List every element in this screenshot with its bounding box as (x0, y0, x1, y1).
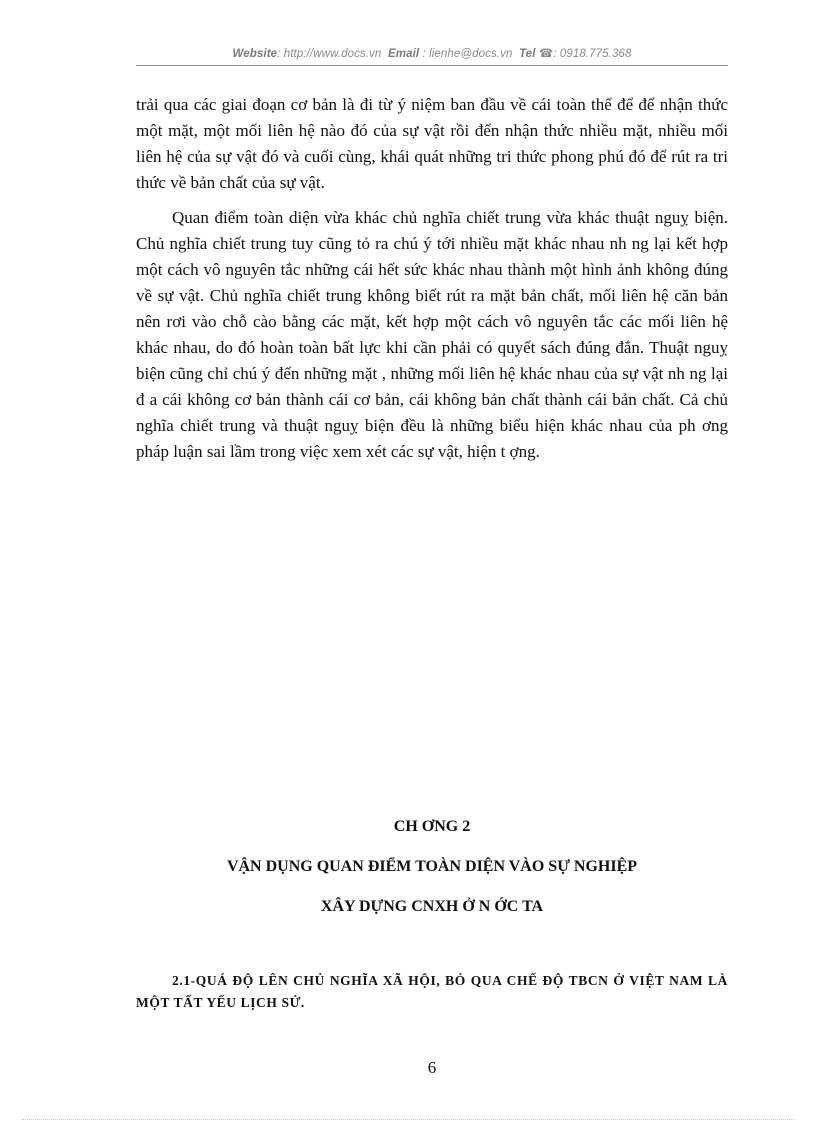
body-text (136, 92, 728, 474)
header-divider (136, 65, 728, 66)
header-email-value: : lienhe@docs.vn (422, 48, 513, 60)
phone-icon: ☎ (538, 48, 554, 60)
paragraph-1: trải qua các giai đoạn cơ bản là đi từ ý niệm ban đầu về cái toàn thể để để nhận thức một mặt, một mối liên hệ nào đó của sự vật rồi đến nhận thức nhiều mặt, nhiều mối liên hệ của sự vật đó và cuối cùng, khái quát những tri thức phong phú đó để rút ra tri thức về bản chất của sự vật. (136, 95, 728, 192)
page-header (136, 46, 728, 66)
header-website-label: Website (232, 48, 278, 60)
chapter-number: CH ƠNG 2 (393, 818, 471, 835)
chapter-title-line-2: XÂY DỰNG CNXH Ở N ỚC TA (320, 898, 544, 915)
section-heading: 2.1-QUÁ ĐỘ LÊN CHỦ NGHĨA XÃ HỘI, BỎ QUA CHẾ ĐỘ TBCN Ở VIỆT NAM LÀ MỘT TẤT YẾU LỊCH SỬ. (136, 973, 728, 1010)
page-number: 6 (427, 1058, 437, 1077)
paragraph-2: Quan điểm toàn diện vừa khác chủ nghĩa chiết trung vừa khác thuật nguỵ biện. Chủ nghĩa chiết trung tuy cũng tỏ ra chú ý tới nhiều mặt khác nhau nh ng lại kết hợp một cách vô nguyên tắc những cái hết sức khác nhau thành một hình ảnh không đúng về sự vật. Chủ nghĩa chiết trung không biết rút ra mặt bản chất, mối liên hệ căn bản nên rơi vào chỗ cào bằng các mặt, kết hợp một cách vô nguyên tắc các mối liên hệ khác nhau, do đó hoàn toàn bất lực khi cần phải có quyết sách đúng đắn. Thuật nguỵ biện cũng chỉ chú ý đến những mặt , những mối liên hệ khác nhau của sự vật nh ng lại đ a cái không cơ bản thành cái cơ bản, cái không bản chất thành cái bản chất. Cả chủ nghĩa chiết trung và thuật nguỵ biện đều là những biểu hiện khác nhau của ph ơng pháp luận sai lầm trong việc xem xét các sự vật, hiện t ợng. (136, 208, 728, 461)
header-tel-value: : 0918.775.368 (553, 48, 632, 60)
footer-divider (22, 1119, 794, 1120)
header-tel-label: Tel (519, 48, 536, 60)
header-email-label: Email (388, 48, 420, 60)
chapter-heading (136, 814, 728, 934)
chapter-title-line-1: VẬN DỤNG QUAN ĐIỂM TOÀN DIỆN VÀO SỰ NGHIỆP (226, 858, 638, 875)
header-website-value: : http://www.docs.vn (277, 48, 382, 60)
